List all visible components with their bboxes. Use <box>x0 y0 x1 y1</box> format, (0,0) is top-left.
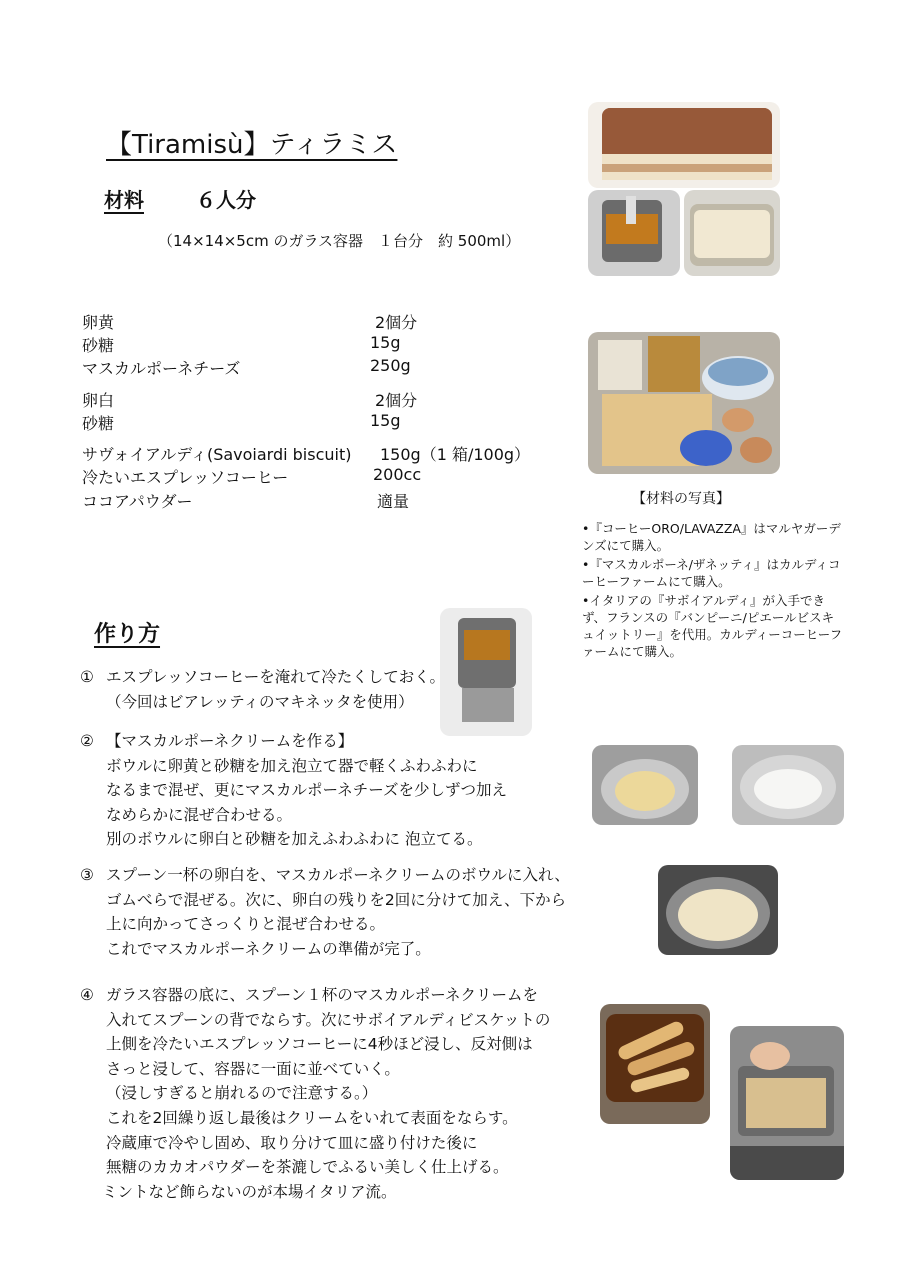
ingredient-qty: 15g <box>370 333 401 352</box>
step-line: ガラス容器の底に、スプーン１杯のマスカルポーネクリームを <box>106 986 538 1004</box>
ingredient-name: ココアパウダー <box>82 492 193 511</box>
moka-pot-step-photo <box>440 608 532 736</box>
ingredient-qty: 200cc <box>373 465 422 484</box>
servings: ６人分 <box>196 188 256 212</box>
step-line: 上側を冷たいエスプレッソコーヒーに4秒ほど浸し、反対側は <box>106 1035 533 1054</box>
step-line: （浸しすぎると崩れるので注意する。） <box>106 1084 378 1103</box>
ingredient-qty: 15g <box>370 411 401 430</box>
ingredient-name: マスカルポーネチーズ <box>82 359 241 378</box>
ingredient-qty: 2個分 <box>375 391 418 410</box>
cream-container-photo <box>684 190 780 276</box>
step-line: 別のボウルに卵白と砂糖を加えふわふわに 泡立てる。 <box>106 830 483 849</box>
container-info: （14×14×5cm のガラス容器 １台分 約 500ml） <box>158 232 521 250</box>
step-line: 上に向かってさっくりと混ぜ合わせる。 <box>106 915 386 934</box>
layering-photo <box>730 1026 844 1180</box>
step-number: ④ <box>80 986 94 1004</box>
step-line: これを2回繰り返し最後はクリームをいれて表面をならす。 <box>106 1108 518 1127</box>
step-line: ゴムべらで混ぜる。次に、卵白の残りを2回に分けて加え、下から <box>106 890 567 909</box>
ingredient-qty: 150g（1 箱/100g） <box>380 445 531 464</box>
step-line: 無糖のカカオパウダーを茶漉しでふるい美しく仕上げる。 <box>106 1158 509 1177</box>
moka-pot-photo <box>588 190 680 276</box>
biscuit-dipping-photo <box>600 1004 710 1124</box>
materials-label: 材料 <box>104 188 144 212</box>
photo-caption: 【材料の写真】 <box>632 491 730 507</box>
materials-heading <box>104 184 256 213</box>
step-line: 入れてスプーンの背でならす。次にサボイアルディビスケットの <box>106 1010 551 1029</box>
step-number: ③ <box>80 866 94 884</box>
egg-white-bowl-photo <box>732 745 844 825</box>
step-line: なめらかに混ぜ合わせる。 <box>106 805 293 824</box>
note-item: •『マスカルポーネ/ザネッティ』はカルディコーヒーファームにて購入。 <box>582 557 841 589</box>
note-item: •イタリアの『サボイアルディ』が入手できず、フランスの『バンピーニ/ピエールビスキュイットリー』を代用。カルディーコーヒーファームにて購入。 <box>582 593 843 659</box>
step-line: ボウルに卵黄と砂糖を加え泡立て器で軽くふわふわに <box>106 756 478 775</box>
ingredient-name: 卵黄 <box>82 313 115 332</box>
ingredients-photo <box>588 332 780 474</box>
step-line: （今回はビアレッティのマキネッタを使用） <box>106 692 414 711</box>
step-line: 冷蔵庫で冷やし固め、取り分けて皿に盛り付けた後に <box>106 1133 478 1152</box>
step-number: ② <box>80 732 94 750</box>
ingredient-name: 冷たいエスプレッソコーヒー <box>82 468 289 487</box>
cream-bowl-photo <box>592 745 698 825</box>
ingredient-name: 砂糖 <box>82 336 115 355</box>
step-line: ミントなど飾らないのが本場イタリア流。 <box>102 1182 397 1201</box>
step-number: ① <box>80 668 94 686</box>
step-line: これでマスカルポーネクリームの準備が完了。 <box>106 939 431 958</box>
finished-tiramisu-photo <box>588 102 780 188</box>
note-item: •『コーヒーORO/LAVAZZA』はマルヤガーデンズにて購入。 <box>582 521 841 553</box>
ingredient-qty: 適量 <box>377 492 410 511</box>
step-line: スプーン一杯の卵白を、マスカルポーネクリームのボウルに入れ、 <box>106 866 570 884</box>
ingredient-qty: 250g <box>370 356 411 375</box>
ingredient-name: サヴォイアルディ(Savoiardi biscuit) <box>82 445 352 464</box>
steps-heading: 作り方 <box>94 622 161 647</box>
step-line: なるまで混ぜ、更にマスカルポーネチーズを少しずつ加え <box>106 781 507 800</box>
recipe-title: 【Tiramisù】ティラミス <box>106 130 398 160</box>
step-line: 【マスカルポーネクリームを作る】 <box>106 732 354 750</box>
ingredient-name: 卵白 <box>82 391 115 410</box>
step-line: エスプレッソコーヒーを淹れて冷たくしておく。 <box>106 668 445 686</box>
ingredient-name: 砂糖 <box>82 414 115 433</box>
mascarpone-cream-photo <box>658 865 778 955</box>
ingredient-qty: 2個分 <box>375 313 418 332</box>
step-line: さっと浸して、容器に一面に並べていく。 <box>106 1059 400 1078</box>
